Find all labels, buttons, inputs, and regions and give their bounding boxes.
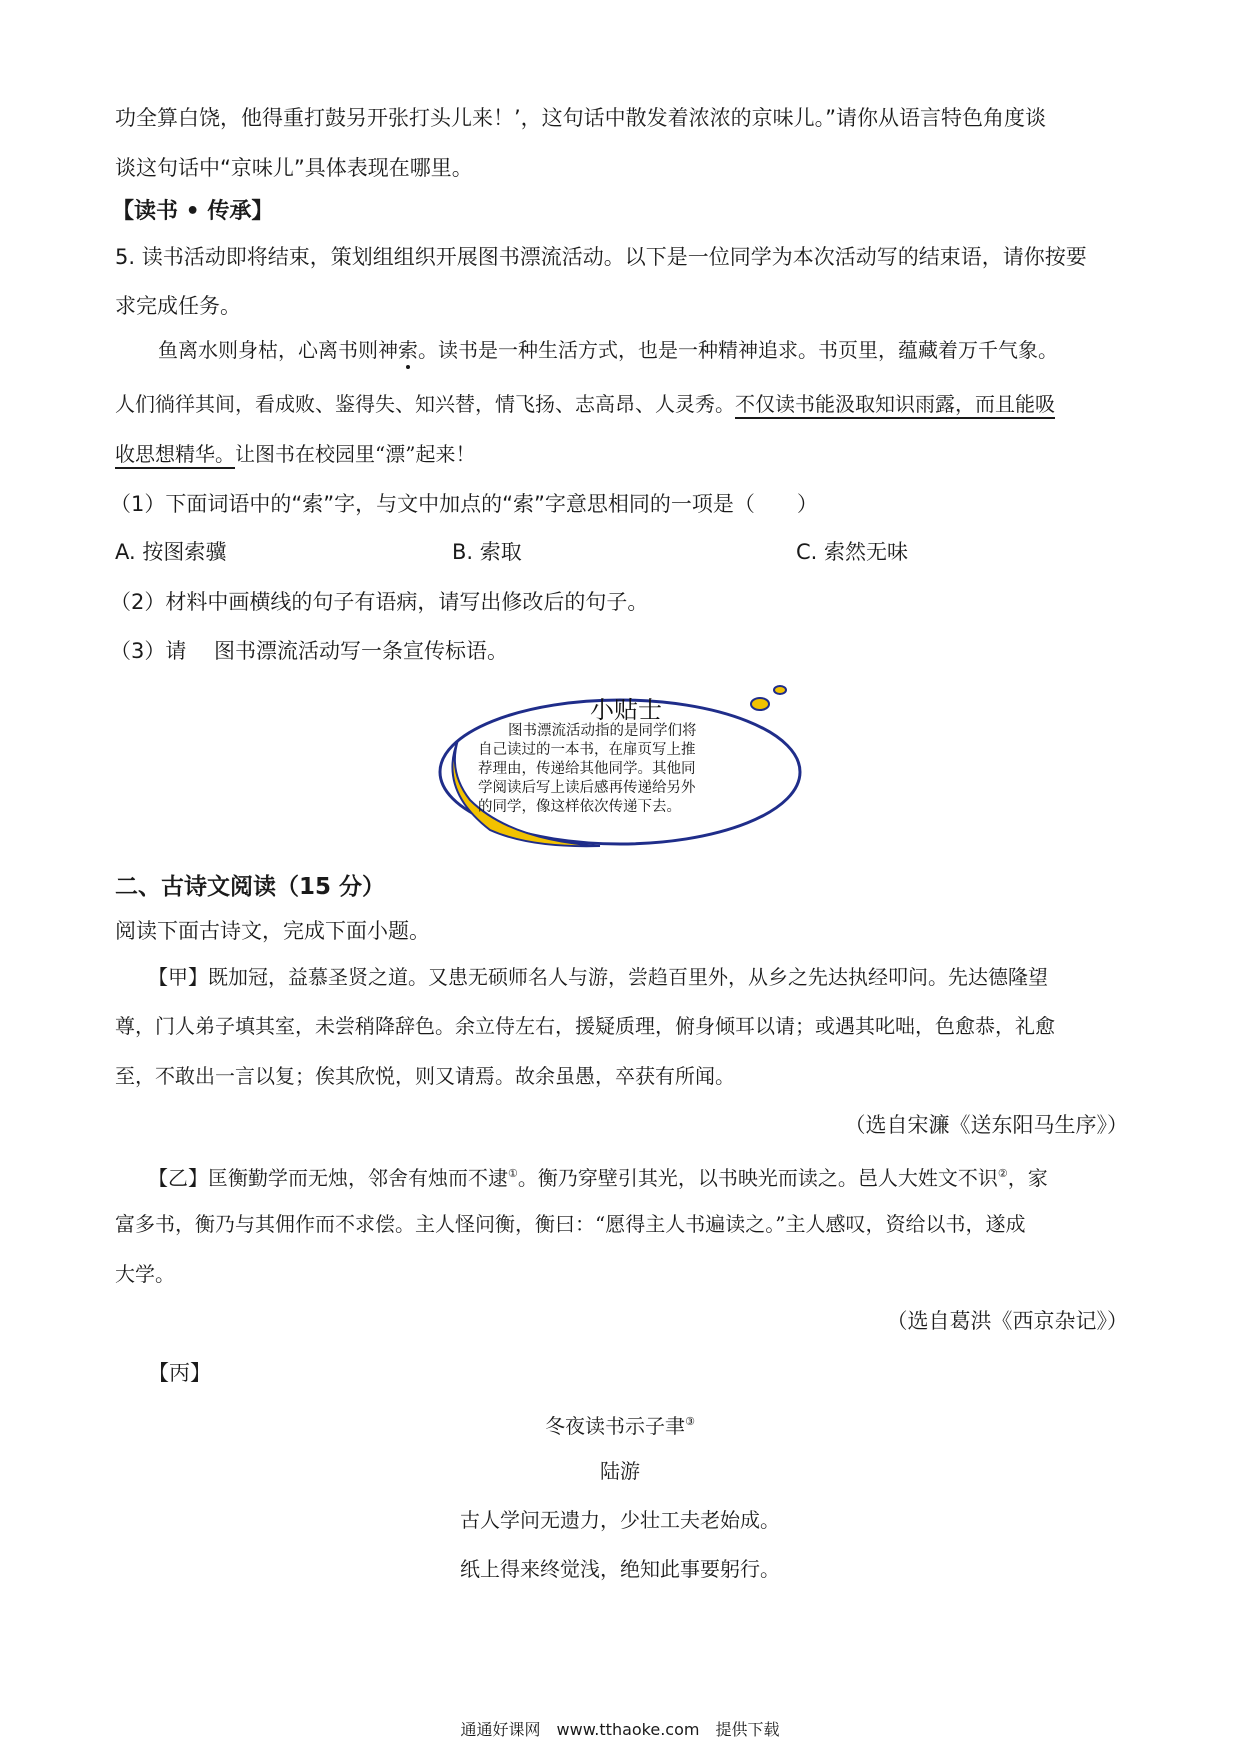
dotted-character: 索: [398, 338, 418, 362]
passage-jia-line-2: 尊，门人弟子填其室，未尝稍降辞色。余立侍左右，援疑质理，俯身倾耳以请；或遇其叱咄，色愈恭，礼愈: [115, 1014, 1055, 1038]
passage-yi-line-3: 大学。: [115, 1262, 175, 1286]
passage-jia-source: （选自宋濂《送东阳马生序》）: [844, 1113, 1128, 1137]
tip-text: [478, 722, 778, 817]
passage-yi-line-2: 富多书，衡乃与其佣作而不求偿。主人怪问衡，衡曰：“愿得主人书遍读之。”主人感叹，资给以书，遂成: [115, 1212, 1026, 1236]
footnote-marker-2: ②: [997, 1167, 1008, 1180]
passage-jia-line-1: 【甲】既加冠，益慕圣贤之道。又患无硕师名人与游，尝趋百里外，从乡之先达执经叩问。先达德隆望: [148, 965, 1048, 989]
option-b: B. 索取: [452, 540, 522, 564]
question-5-line-1: 5. 读书活动即将结束，策划组组织开展图书漂流活动。以下是一位同学为本次活动写的结束语，请你按要: [115, 245, 1087, 269]
passage-yi-line-1: 【乙】匡衡勤学而无烛，邻舍有烛而不逮①。衡乃穿壁引其光，以书映光而读之。邑人大姓文不识②，家: [148, 1166, 1048, 1190]
poem-line-1: 古人学问无遗力，少壮工夫老始成。: [460, 1508, 780, 1532]
poem-line-2: 纸上得来终觉浅，绝知此事要躬行。: [460, 1557, 780, 1581]
question-5-line-2: 求完成任务。: [115, 294, 241, 318]
option-c: C. 索然无味: [796, 540, 909, 564]
sub-question-2: （2）材料中画横线的句子有语病，请写出修改后的句子。: [110, 590, 649, 614]
tip-line-5: 的同学，像这样依次传递下去。: [478, 799, 681, 815]
question-continuation-line-2: 谈这句话中“京味儿”具体表现在哪里。: [115, 156, 473, 180]
sub-question-1: （1）下面词语中的“索”字，与文中加点的“索”字意思相同的一项是（ ）: [110, 492, 818, 516]
tip-line-4: 学阅读后写上读后感再传递给另外: [478, 780, 696, 796]
tip-line-1: 图书漂流活动指的是同学们将: [508, 723, 697, 739]
footnote-marker-1: ①: [508, 1167, 518, 1180]
poem-title: 冬夜读书示子聿③: [545, 1414, 695, 1438]
tip-title: 小贴士: [590, 696, 662, 724]
underlined-sentence-end: 收思想精华。: [115, 442, 235, 466]
passage-yi-source: （选自葛洪《西京杂记》）: [886, 1309, 1128, 1333]
passage-line-3: 收思想精华。让图书在校园里“漂”起来！: [115, 442, 476, 466]
question-continuation-line-1: 功全算白饶，他得重打鼓另开张打头儿来！’，这句话中散发着浓浓的京味儿。”请你从语言特色角度谈: [115, 106, 1047, 130]
passage-jia-line-3: 至，不敢出一言以复；俟其欣悦，则又请焉。故余虽愚，卒获有所闻。: [115, 1064, 735, 1088]
passage-line-2: 人们徜徉其间，看成败、鉴得失、知兴替，情飞扬、志高昂、人灵秀。不仅读书能汲取知识雨露，而且能吸: [115, 392, 1055, 416]
tip-bubble: [430, 680, 820, 850]
tip-line-3: 荐理由，传递给其他同学。其他同: [478, 761, 696, 777]
page-footer: 通通好课网 www.tthaoke.com 提供下载: [460, 1720, 780, 1739]
section-heading-poetry: 二、古诗文阅读（15 分）: [115, 874, 386, 900]
footnote-marker-3: ③: [685, 1415, 695, 1428]
sub-question-3: （3）请 图书漂流活动写一条宣传标语。: [110, 639, 509, 663]
underlined-sentence: 不仅读书能汲取知识雨露，而且能吸: [735, 392, 1055, 416]
section-heading-reading: 【读书 • 传承】: [112, 199, 274, 224]
poetry-intro: 阅读下面古诗文，完成下面小题。: [115, 919, 430, 943]
passage-line-1: 鱼离水则身枯，心离书则神索。读书是一种生活方式，也是一种精神追求。书页里，蕴藏着万千气象。: [158, 338, 1058, 362]
tip-line-2: 自己读过的一本书，在扉页写上推: [478, 742, 696, 758]
option-a: A. 按图索骥: [115, 540, 227, 564]
poem-author: 陆游: [600, 1459, 640, 1483]
passage-bing-label: 【丙】: [148, 1361, 211, 1385]
